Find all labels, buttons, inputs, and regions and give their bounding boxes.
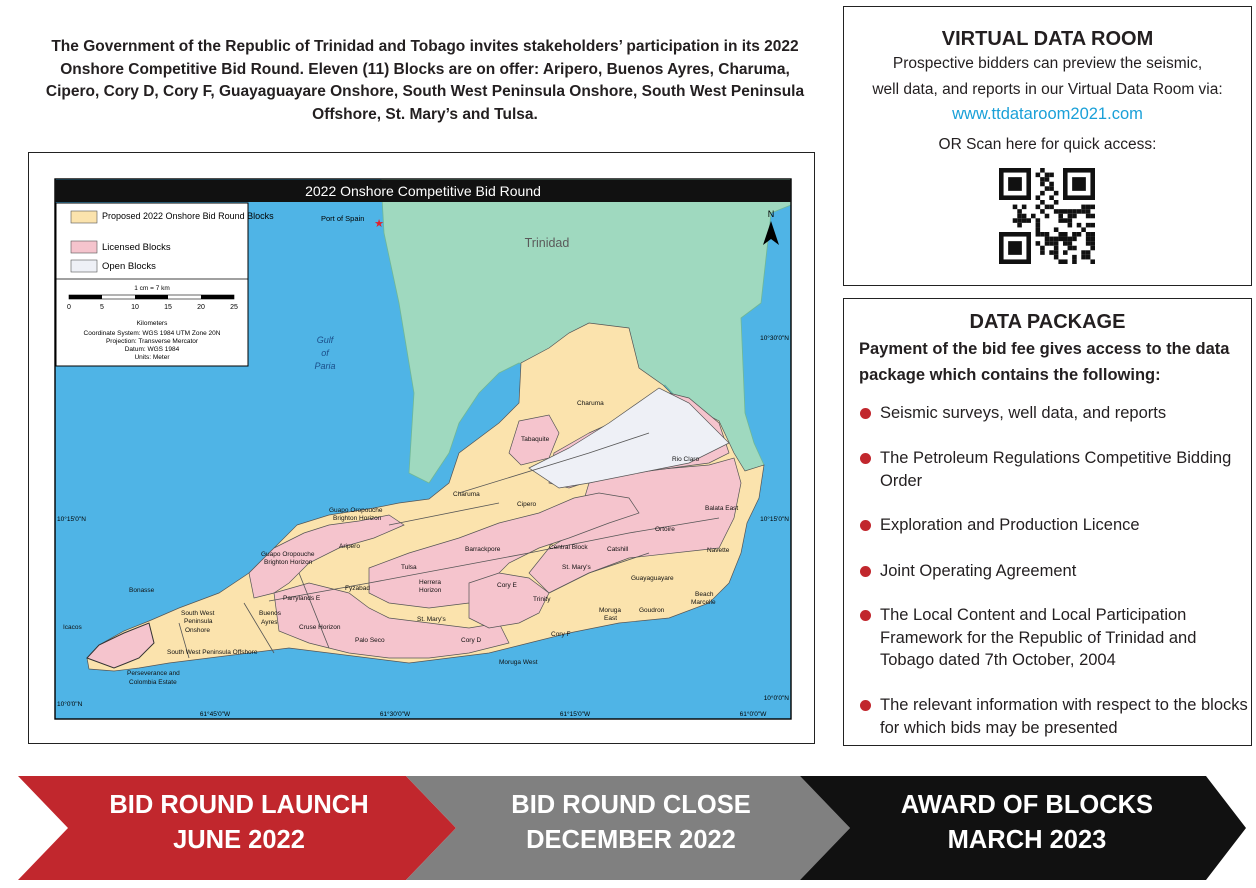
svg-text:Moruga: Moruga bbox=[599, 607, 622, 614]
svg-text:Gulf: Gulf bbox=[316, 335, 334, 345]
svg-text:Fyzabad: Fyzabad bbox=[345, 585, 370, 592]
scale-tick-label: 5 bbox=[100, 304, 104, 311]
list-item: Exploration and Production Licence bbox=[880, 514, 1248, 537]
scale-tick-label: 25 bbox=[230, 304, 238, 311]
svg-text:Icacos: Icacos bbox=[63, 624, 82, 631]
qr-code-icon[interactable] bbox=[999, 167, 1095, 265]
svg-text:Guayaguayare: Guayaguayare bbox=[631, 575, 674, 582]
svg-text:of: of bbox=[321, 348, 329, 358]
svg-text:Ayres: Ayres bbox=[261, 619, 278, 626]
svg-text:Barrackpore: Barrackpore bbox=[465, 546, 501, 553]
svg-text:Perseverance and: Perseverance and bbox=[127, 670, 180, 677]
svg-text:Guapo Oropouche: Guapo Oropouche bbox=[261, 551, 315, 558]
svg-text:Colombia Estate: Colombia Estate bbox=[129, 679, 177, 686]
svg-text:Tulsa: Tulsa bbox=[401, 564, 417, 571]
svg-text:Buenos: Buenos bbox=[259, 610, 282, 617]
bullet-icon bbox=[860, 566, 871, 577]
legend-swatch-proposed bbox=[71, 211, 97, 223]
svg-text:Ortoire: Ortoire bbox=[655, 526, 675, 533]
svg-text:Cory D: Cory D bbox=[461, 637, 482, 644]
scale-units: Kilometers bbox=[136, 320, 168, 327]
svg-text:Cory F: Cory F bbox=[551, 631, 571, 638]
svg-text:Guapo Oropouche: Guapo Oropouche bbox=[329, 507, 383, 514]
svg-text:10°0'0"N: 10°0'0"N bbox=[57, 701, 83, 708]
svg-text:Marcelle: Marcelle bbox=[691, 599, 716, 606]
svg-text:Charuma: Charuma bbox=[577, 400, 604, 407]
vdr-line-2: well data, and reports in our Virtual Data Room via: bbox=[872, 80, 1223, 98]
svg-text:Balata East: Balata East bbox=[705, 505, 739, 512]
scale-tick-label: 10 bbox=[131, 304, 139, 311]
svg-text:Catshill: Catshill bbox=[607, 546, 629, 553]
list-item: Joint Operating Agreement bbox=[880, 560, 1248, 583]
svg-text:Beach: Beach bbox=[695, 591, 714, 598]
north-label: N bbox=[767, 209, 775, 219]
bullet-icon bbox=[860, 610, 871, 621]
scale-tick-label: 20 bbox=[197, 304, 205, 311]
coordinate-info-line: Projection: Transverse Mercator bbox=[105, 338, 199, 345]
svg-text:South West Peninsula Offshore: South West Peninsula Offshore bbox=[167, 649, 258, 656]
svg-text:Bonasse: Bonasse bbox=[129, 587, 155, 594]
scale-ratio: 1 cm = 7 km bbox=[134, 285, 170, 292]
data-package-title: DATA PACKAGE bbox=[969, 311, 1126, 333]
svg-text:10°15'0"N: 10°15'0"N bbox=[57, 516, 86, 523]
svg-text:Horizon: Horizon bbox=[419, 587, 442, 594]
legend-swatch-open bbox=[71, 260, 97, 272]
svg-text:Onshore: Onshore bbox=[185, 627, 210, 634]
svg-text:61°15'0"W: 61°15'0"W bbox=[559, 711, 591, 718]
scale-tick-label: 15 bbox=[164, 304, 172, 311]
vdr-url-link[interactable]: www.ttdataroom2021.com bbox=[952, 105, 1143, 123]
bid-round-map bbox=[28, 152, 815, 744]
data-package-lead: Payment of the bid fee gives access to the data package which contains the following: bbox=[859, 340, 1230, 384]
svg-text:St. Mary's: St. Mary's bbox=[562, 564, 591, 571]
svg-text:Peninsula: Peninsula bbox=[184, 618, 213, 625]
capital-star-icon: ★ bbox=[374, 218, 384, 230]
svg-text:Parrylands E: Parrylands E bbox=[283, 595, 321, 602]
legend-open-label: Open Blocks bbox=[102, 261, 156, 272]
svg-text:10°0'0"N: 10°0'0"N bbox=[763, 695, 789, 702]
coordinate-info-line: Datum: WGS 1984 bbox=[124, 346, 180, 353]
svg-text:East: East bbox=[604, 615, 618, 622]
svg-text:10°15'0"N: 10°15'0"N bbox=[760, 516, 789, 523]
vdr-title: VIRTUAL DATA ROOM bbox=[941, 28, 1154, 50]
list-item: The Petroleum Regulations Competitive Bidding Order bbox=[880, 447, 1248, 492]
svg-text:Cory E: Cory E bbox=[497, 582, 517, 589]
svg-text:Aripero: Aripero bbox=[339, 543, 360, 550]
svg-text:Palo Seco: Palo Seco bbox=[355, 637, 385, 644]
svg-text:Herrera: Herrera bbox=[419, 579, 442, 586]
bullet-icon bbox=[860, 453, 871, 464]
svg-text:Cipero: Cipero bbox=[517, 501, 537, 508]
coordinate-info-line: Units: Meter bbox=[134, 354, 170, 361]
scale-tick-label: 0 bbox=[67, 304, 71, 311]
map-title: 2022 Onshore Competitive Bid Round bbox=[305, 183, 541, 199]
bullet-icon bbox=[860, 408, 871, 419]
svg-text:St. Mary's: St. Mary's bbox=[417, 616, 446, 623]
intro-paragraph: The Government of the Republic of Trinidad and Tobago invites stakeholders’ participation in its 2022 Onshore Competitive Bid Round. Eleven (11) Blocks are on offer: Aripero, Buenos Ayres, Charuma, Cipero, Cory D, Cory F, Guayaguayare Onshore, South West Peninsula Onshore, South West Peninsula Offshore, St. Mary’s and Tulsa. bbox=[45, 38, 805, 123]
list-item: The relevant information with respect to the blocks for which bids may be presented bbox=[880, 694, 1248, 739]
svg-text:Brighton Horizon: Brighton Horizon bbox=[333, 515, 382, 522]
svg-text:Brighton Horizon: Brighton Horizon bbox=[264, 559, 313, 566]
svg-text:Navette: Navette bbox=[707, 547, 730, 554]
timeline-launch-text: BID ROUND LAUNCH JUNE 2022 bbox=[109, 791, 369, 854]
port-of-spain-label: Port of Spain bbox=[321, 214, 365, 223]
svg-text:61°0'0"W: 61°0'0"W bbox=[739, 711, 767, 718]
vdr-line-1: Prospective bidders can preview the seismic, bbox=[892, 55, 1203, 72]
svg-text:Cruse Horizon: Cruse Horizon bbox=[299, 624, 341, 631]
coordinate-info-line: Coordinate System: WGS 1984 UTM Zone 20N bbox=[83, 330, 221, 337]
svg-text:61°45'0"W: 61°45'0"W bbox=[199, 711, 231, 718]
vdr-scan-text: OR Scan here for quick access: bbox=[938, 135, 1157, 153]
svg-text:Charuma: Charuma bbox=[453, 491, 480, 498]
bullet-icon bbox=[860, 520, 871, 531]
svg-text:South West: South West bbox=[181, 610, 215, 617]
legend-licensed-label: Licensed Blocks bbox=[102, 242, 171, 253]
svg-text:Paria: Paria bbox=[314, 361, 336, 371]
legend-swatch-licensed bbox=[71, 241, 97, 253]
list-item: Seismic surveys, well data, and reports bbox=[880, 402, 1248, 425]
svg-text:Rio Claro: Rio Claro bbox=[672, 456, 700, 463]
data-package-panel bbox=[843, 298, 1252, 746]
svg-text:Tabaquite: Tabaquite bbox=[521, 436, 550, 443]
bullet-icon bbox=[860, 700, 871, 711]
island-label: Trinidad bbox=[524, 236, 570, 250]
svg-text:Goudron: Goudron bbox=[639, 607, 665, 614]
scale-bar bbox=[69, 295, 234, 299]
virtual-data-room-panel bbox=[843, 6, 1252, 286]
svg-text:Trinity: Trinity bbox=[533, 596, 551, 603]
svg-text:61°30'0"W: 61°30'0"W bbox=[379, 711, 411, 718]
timeline-close-text: BID ROUND CLOSE DECEMBER 2022 bbox=[511, 791, 751, 854]
list-item: The Local Content and Local Participation Framework for the Republic of Trinidad and Tobago dated 7th October, 2004 bbox=[880, 604, 1248, 672]
svg-text:Moruga West: Moruga West bbox=[499, 659, 538, 666]
timeline-award-text: AWARD OF BLOCKS MARCH 2023 bbox=[900, 791, 1154, 854]
svg-text:Central Block: Central Block bbox=[549, 544, 588, 551]
legend-proposed-label: Proposed 2022 Onshore Bid Round Blocks bbox=[102, 211, 274, 221]
svg-text:10°30'0"N: 10°30'0"N bbox=[760, 335, 789, 342]
